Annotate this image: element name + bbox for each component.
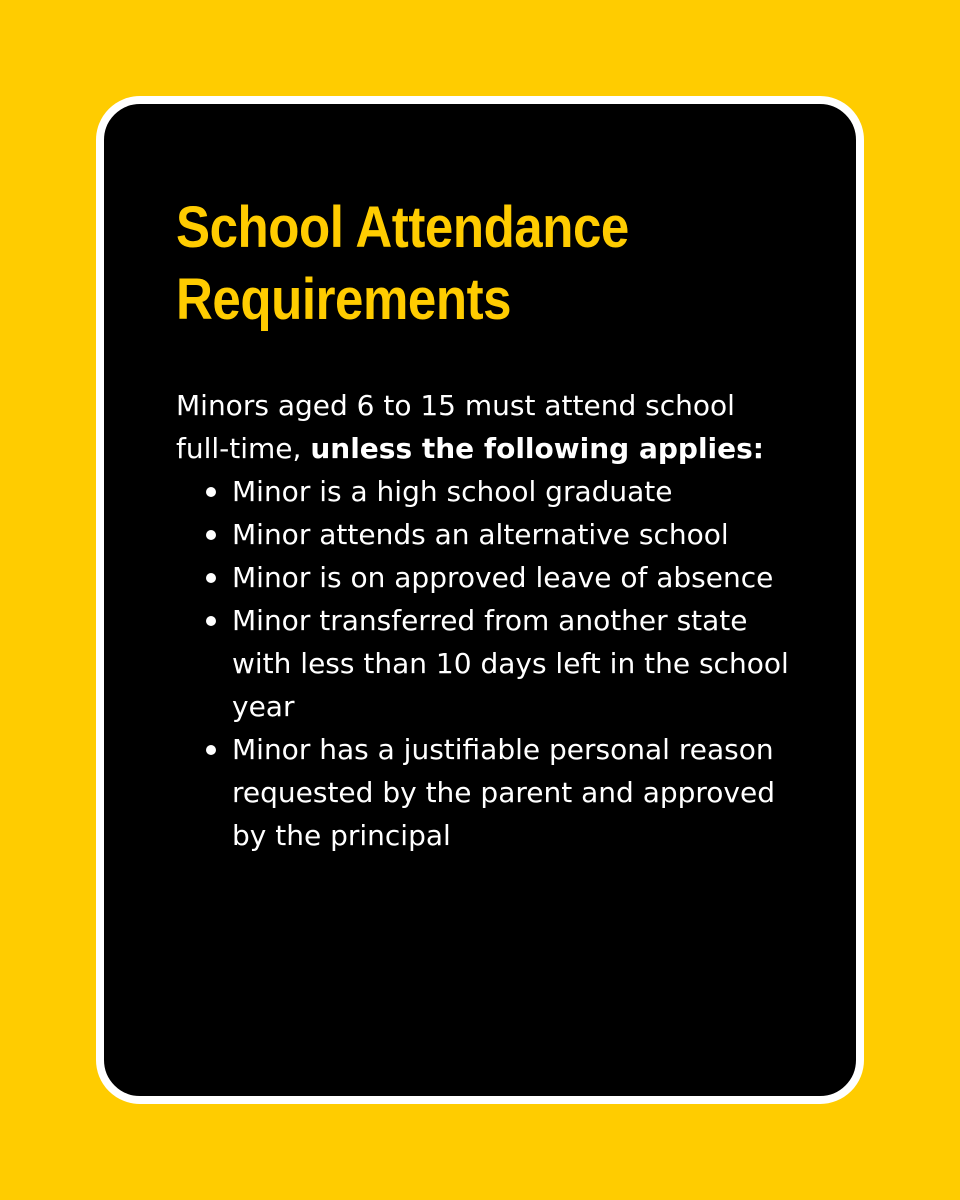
intro-emphasis: unless the following applies: <box>310 432 764 465</box>
list-item <box>232 599 792 728</box>
list-item <box>232 470 792 513</box>
list-item <box>232 728 792 857</box>
card-title: School Attendance Requirements <box>176 195 629 332</box>
bullet-icon <box>206 745 216 755</box>
bullet-icon <box>206 487 216 497</box>
info-card <box>96 96 864 1104</box>
bullet-icon <box>206 573 216 583</box>
list-item <box>232 556 792 599</box>
card-content <box>176 192 796 857</box>
list-item-text: Minor is on approved leave of absence <box>232 561 774 594</box>
list-item-text: Minor has a justifiable personal reason requested by the parent and approved by the principal <box>232 733 775 852</box>
list-item-text: Minor transferred from another state with less than 10 days left in the school year <box>232 604 789 723</box>
list-item-text: Minor attends an alternative school <box>232 518 729 551</box>
list-item-text: Minor is a high school graduate <box>232 475 673 508</box>
bullet-icon <box>206 616 216 626</box>
exceptions-list <box>176 470 792 857</box>
list-item <box>232 513 792 556</box>
bullet-icon <box>206 530 216 540</box>
intro-paragraph <box>176 384 796 470</box>
intro-text: Minors aged 6 to 15 must attend school full-time, <box>176 389 735 465</box>
